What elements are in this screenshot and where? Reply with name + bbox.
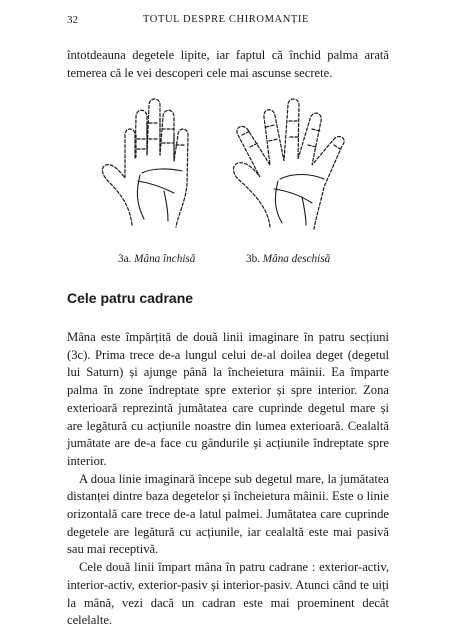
paragraph: A doua linie imaginară începe sub degetul mare, la jumătatea distanței dintre baza degetelor și încheietura mâinii. Este o linie orizontală care trece de-a latul palmei. Jumătatea care cuprinde degetele are legătură cu acțiunile, iar cealaltă este mai pasivă sau mai receptivă. <box>67 471 389 557</box>
open-hand-illustration <box>228 95 358 235</box>
paragraph: Cele două linii împart mâna în patru cadrane : exterior-activ, interior-activ, exterior-pasiv și interior-pasiv. Atunci când te uiți la mână, vezi dacă un cadran este mai proeminent decât celelalte. <box>67 560 389 628</box>
figure-open-hand <box>228 95 348 235</box>
body-text <box>67 329 389 630</box>
figure-number: 3b. <box>246 253 260 265</box>
intro-paragraph: întotdeauna degetele lipite, iar faptul că închid palma arată temerea că le vei descoperi cele mai ascunse secrete. <box>67 48 389 80</box>
closed-hand-illustration <box>92 95 212 235</box>
figure-caption-text: Mâna închisă <box>134 253 196 265</box>
paragraph: Mâna este împărțită de două linii imaginare în patru secțiuni (3c). Prima trece de-a lungul celui de-al doilea deget (degetul lui Saturn) și ajunge până la încheietura mâinii. Ea împarte palma în zone îndreptate spre exterior și spre interior. Zona exterioară reprezintă jumătatea care cuprinde degetul mare și are legătură cu acțiunile noastre din lumea exterioară. Cealaltă jumătate are de-a face cu gândurile și acțiunile îndreptate spre interior. <box>67 330 389 468</box>
figure-caption-text: Mâna deschisă <box>262 253 331 265</box>
figure-number: 3a. <box>118 253 132 265</box>
figure-caption-3a <box>118 253 195 265</box>
figure-closed-hand <box>92 95 212 235</box>
figure-caption-3b <box>246 253 330 265</box>
running-head: TOTUL DESPRE CHIROMANȚIE <box>142 14 310 25</box>
section-title: Cele patru cadrane <box>67 290 194 306</box>
page-number: 32 <box>67 14 78 26</box>
